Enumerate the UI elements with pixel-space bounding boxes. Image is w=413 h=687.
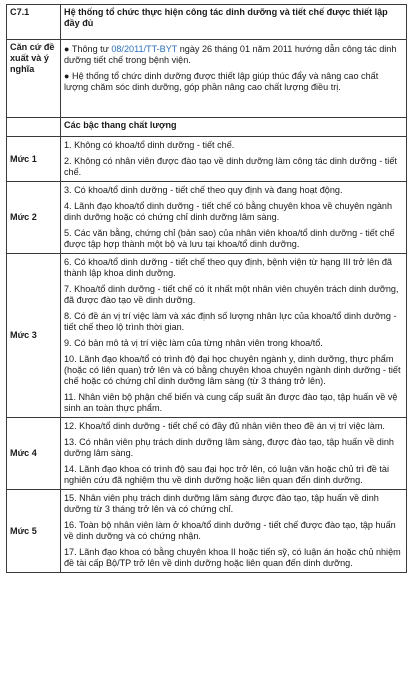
level-row-5 xyxy=(7,490,407,573)
basis-bullet-2: ● Hệ thống tổ chức dinh dưỡng được thiết lập giúp thúc đẩy và nâng cao chất lượng chăm sóc dinh dưỡng, góp phần nâng cao chất lượng điều trị. xyxy=(64,71,379,92)
list-item: 3. Có khoa/tổ dinh dưỡng - tiết chế theo quy định và đang hoạt động. xyxy=(64,185,343,195)
list-item: 5. Các văn bằng, chứng chỉ (bản sao) của nhân viên khoa/tổ dinh dưỡng - tiết chế được tập hợp thành một bộ và lưu tại khoa/tổ dinh dưỡng. xyxy=(64,228,395,249)
basis-label: Căn cứ đề xuất và ý nghĩa xyxy=(7,40,61,118)
list-item: 12. Khoa/tổ dinh dưỡng - tiết chế có đầy đủ nhân viên theo đề án vị trí việc làm. xyxy=(64,421,385,431)
basis-bullet-1-suffix: ngày 26 tháng 01 năm 2011 hướng dẫn công tác dinh dưỡng tiết chế trong bệnh viện. xyxy=(64,44,397,65)
level-label: Mức 5 xyxy=(7,490,61,573)
list-item: 11. Nhân viên bộ phận chế biến và cung cấp suất ăn được đào tạo, tập huấn về vệ sinh an toàn thực phẩm. xyxy=(64,392,398,413)
basis-bullet-1-prefix: ● Thông tư xyxy=(64,44,112,54)
levels-heading-row xyxy=(7,118,407,137)
basis-content xyxy=(61,40,407,118)
circular-link[interactable]: 08/2011/TT-BYT xyxy=(111,44,178,54)
basis-bullet-1 xyxy=(64,44,403,66)
level-row-1 xyxy=(7,137,407,182)
list-item: 13. Có nhân viên phụ trách dinh dưỡng lâm sàng, được đào tạo, tập huấn về dinh dưỡng lâm sàng. xyxy=(64,437,394,458)
criteria-document xyxy=(6,4,407,573)
header-row xyxy=(7,5,407,40)
levels-heading-spacer xyxy=(7,118,61,137)
level-content xyxy=(61,490,407,573)
level-label: Mức 2 xyxy=(7,182,61,254)
list-item: 15. Nhân viên phụ trách dinh dưỡng lâm sàng được đào tạo, tập huấn về dinh dưỡng từ 3 tháng trở lên và có chứng chỉ. xyxy=(64,493,379,514)
level-label: Mức 4 xyxy=(7,418,61,490)
list-item: 17. Lãnh đạo khoa có bằng chuyên khoa II hoặc tiến sỹ, có luận án hoặc chủ nhiệm đề tài cấp Bộ/TP trở lên về dinh dưỡng hoặc liên quan đến dinh dưỡng. xyxy=(64,547,401,568)
levels-heading: Các bậc thang chất lượng xyxy=(61,118,407,137)
list-item: 8. Có đề án vị trí việc làm và xác định số lượng nhân lực của khoa/tổ dinh dưỡng - tiết chế theo lộ trình thời gian. xyxy=(64,311,397,332)
list-item: 16. Toàn bộ nhân viên làm ở khoa/tổ dinh dưỡng - tiết chế được đào tạo, tập huấn về dinh dưỡng và có chứng nhận. xyxy=(64,520,396,541)
level-label: Mức 3 xyxy=(7,254,61,418)
criteria-table xyxy=(6,4,407,573)
level-row-4 xyxy=(7,418,407,490)
criterion-code: C7.1 xyxy=(7,5,61,40)
basis-row xyxy=(7,40,407,118)
criterion-title: Hệ thống tổ chức thực hiện công tác dinh dưỡng và tiết chế được thiết lập đầy đủ xyxy=(61,5,407,40)
level-content xyxy=(61,254,407,418)
list-item: 4. Lãnh đạo khoa/tổ dinh dưỡng - tiết chế có bằng chuyên khoa về chuyên ngành dinh dưỡng hoặc có chứng chỉ dinh dưỡng lâm sàng. xyxy=(64,201,393,222)
level-content xyxy=(61,137,407,182)
list-item: 9. Có bản mô tả vị trí việc làm của từng nhân viên trong khoa/tổ. xyxy=(64,338,323,348)
level-content xyxy=(61,182,407,254)
list-item: 6. Có khoa/tổ dinh dưỡng - tiết chế theo quy định, bệnh viện từ hạng III trở lên đã thành lập khoa dinh dưỡng. xyxy=(64,257,392,278)
level-row-3 xyxy=(7,254,407,418)
list-item: 1. Không có khoa/tổ dinh dưỡng - tiết chế. xyxy=(64,140,235,150)
list-item: 14. Lãnh đạo khoa có trình độ sau đại học trở lên, có luận văn hoặc chủ trì đề tài nghiên cứu đã nghiệm thu về dinh dưỡng hoặc liên quan đến dinh dưỡng. xyxy=(64,464,389,485)
level-content xyxy=(61,418,407,490)
list-item: 2. Không có nhân viên được đào tạo về dinh dưỡng làm công tác dinh dưỡng - tiết chế. xyxy=(64,156,397,177)
list-item: 10. Lãnh đạo khoa/tổ có trình độ đại học chuyên ngành y, dinh dưỡng, thực phẩm (hoặc có liên quan) trở lên và có bằng chuyên khoa chuyên ngành dinh dưỡng - tiết chế hoặc có chứng chỉ dinh dưỡng lâm sàng (từ 3 tháng trở lên). xyxy=(64,354,401,386)
list-item: 7. Khoa/tổ dinh dưỡng - tiết chế có ít nhất một nhân viên chuyên trách dinh dưỡng, đã được đào tạo về dinh dưỡng. xyxy=(64,284,399,305)
level-row-2 xyxy=(7,182,407,254)
level-label: Mức 1 xyxy=(7,137,61,182)
